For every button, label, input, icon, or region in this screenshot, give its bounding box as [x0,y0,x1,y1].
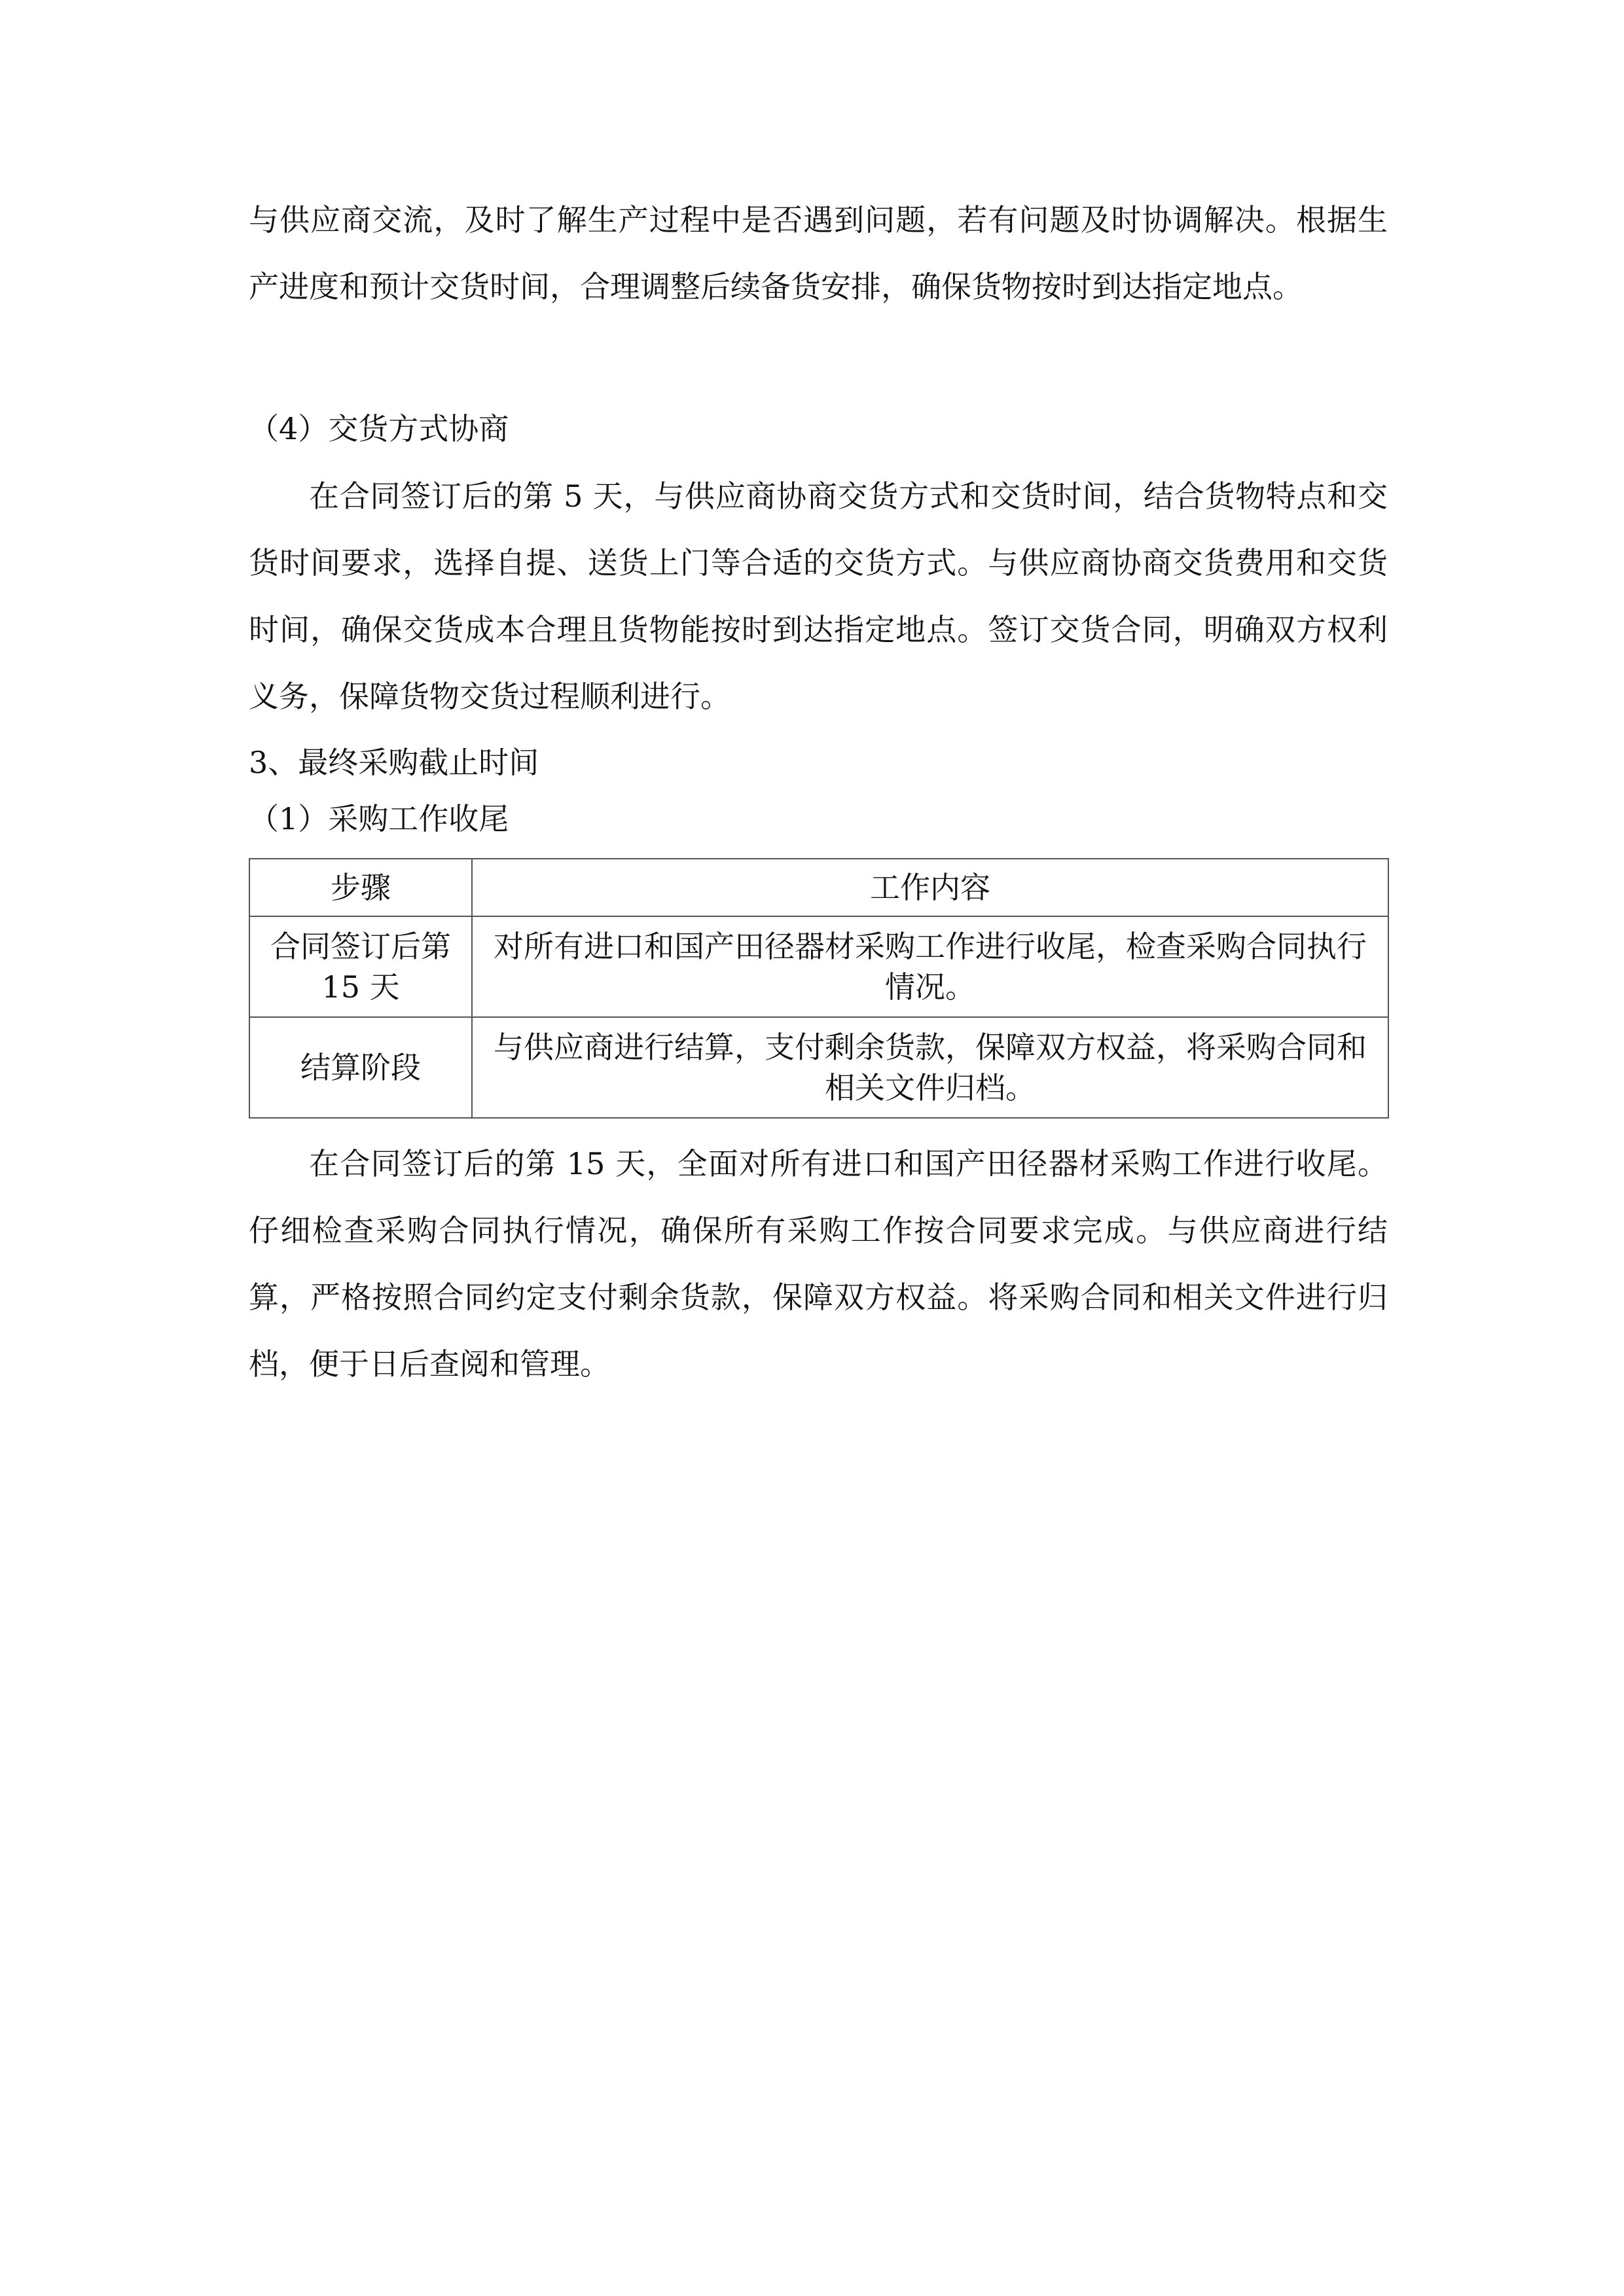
table-cell-step: 结算阶段 [249,1017,472,1118]
table-header-cell: 步骤 [249,859,472,916]
table-header-row [249,859,1388,916]
procurement-wrapup-table [249,858,1388,1119]
table-header-cell: 工作内容 [472,859,1388,916]
heading-final-deadline: 3、最终采购截止时间 [249,745,539,780]
table-cell-step: 合同签订后第 15 天 [249,916,472,1017]
heading-delivery-negotiation: （4）交货方式协商 [249,411,509,446]
paragraph-procurement-wrapup: 在合同签订后的第 15 天，全面对所有进口和国产田径器材采购工作进行收尾。仔细检查采购合同执行情况，确保所有采购工作按合同要求完成。与供应商进行结算，严格按照合同约定支付剩余货款，保障双方权益。将采购合同和相关文件进行归档，便于日后查阅和管理。 [249,1146,1388,1382]
paragraph-delivery-negotiation: 在合同签订后的第 5 天，与供应商协商交货方式和交货时间，结合货物特点和交货时间要求，选择自提、送货上门等合适的交货方式。与供应商协商交货费用和交货时间，确保交货成本合理且货物能按时到达指定地点。签订交货合同，明确双方权利义务，保障货物交货过程顺利进行。 [249,478,1388,714]
table-cell-content: 对所有进口和国产田径器材采购工作进行收尾，检查采购合同执行情况。 [472,916,1388,1017]
table-row [249,916,1388,1017]
table-cell-content: 与供应商进行结算，支付剩余货款，保障双方权益，将采购合同和相关文件归档。 [472,1017,1388,1118]
table-row [249,1017,1388,1118]
heading-procurement-wrapup: （1）采购工作收尾 [249,801,509,836]
paragraph-production-followup: 与供应商交流，及时了解生产过程中是否遇到问题，若有问题及时协调解决。根据生产进度和预计交货时间，合理调整后续备货安排，确保货物按时到达指定地点。 [249,202,1388,304]
